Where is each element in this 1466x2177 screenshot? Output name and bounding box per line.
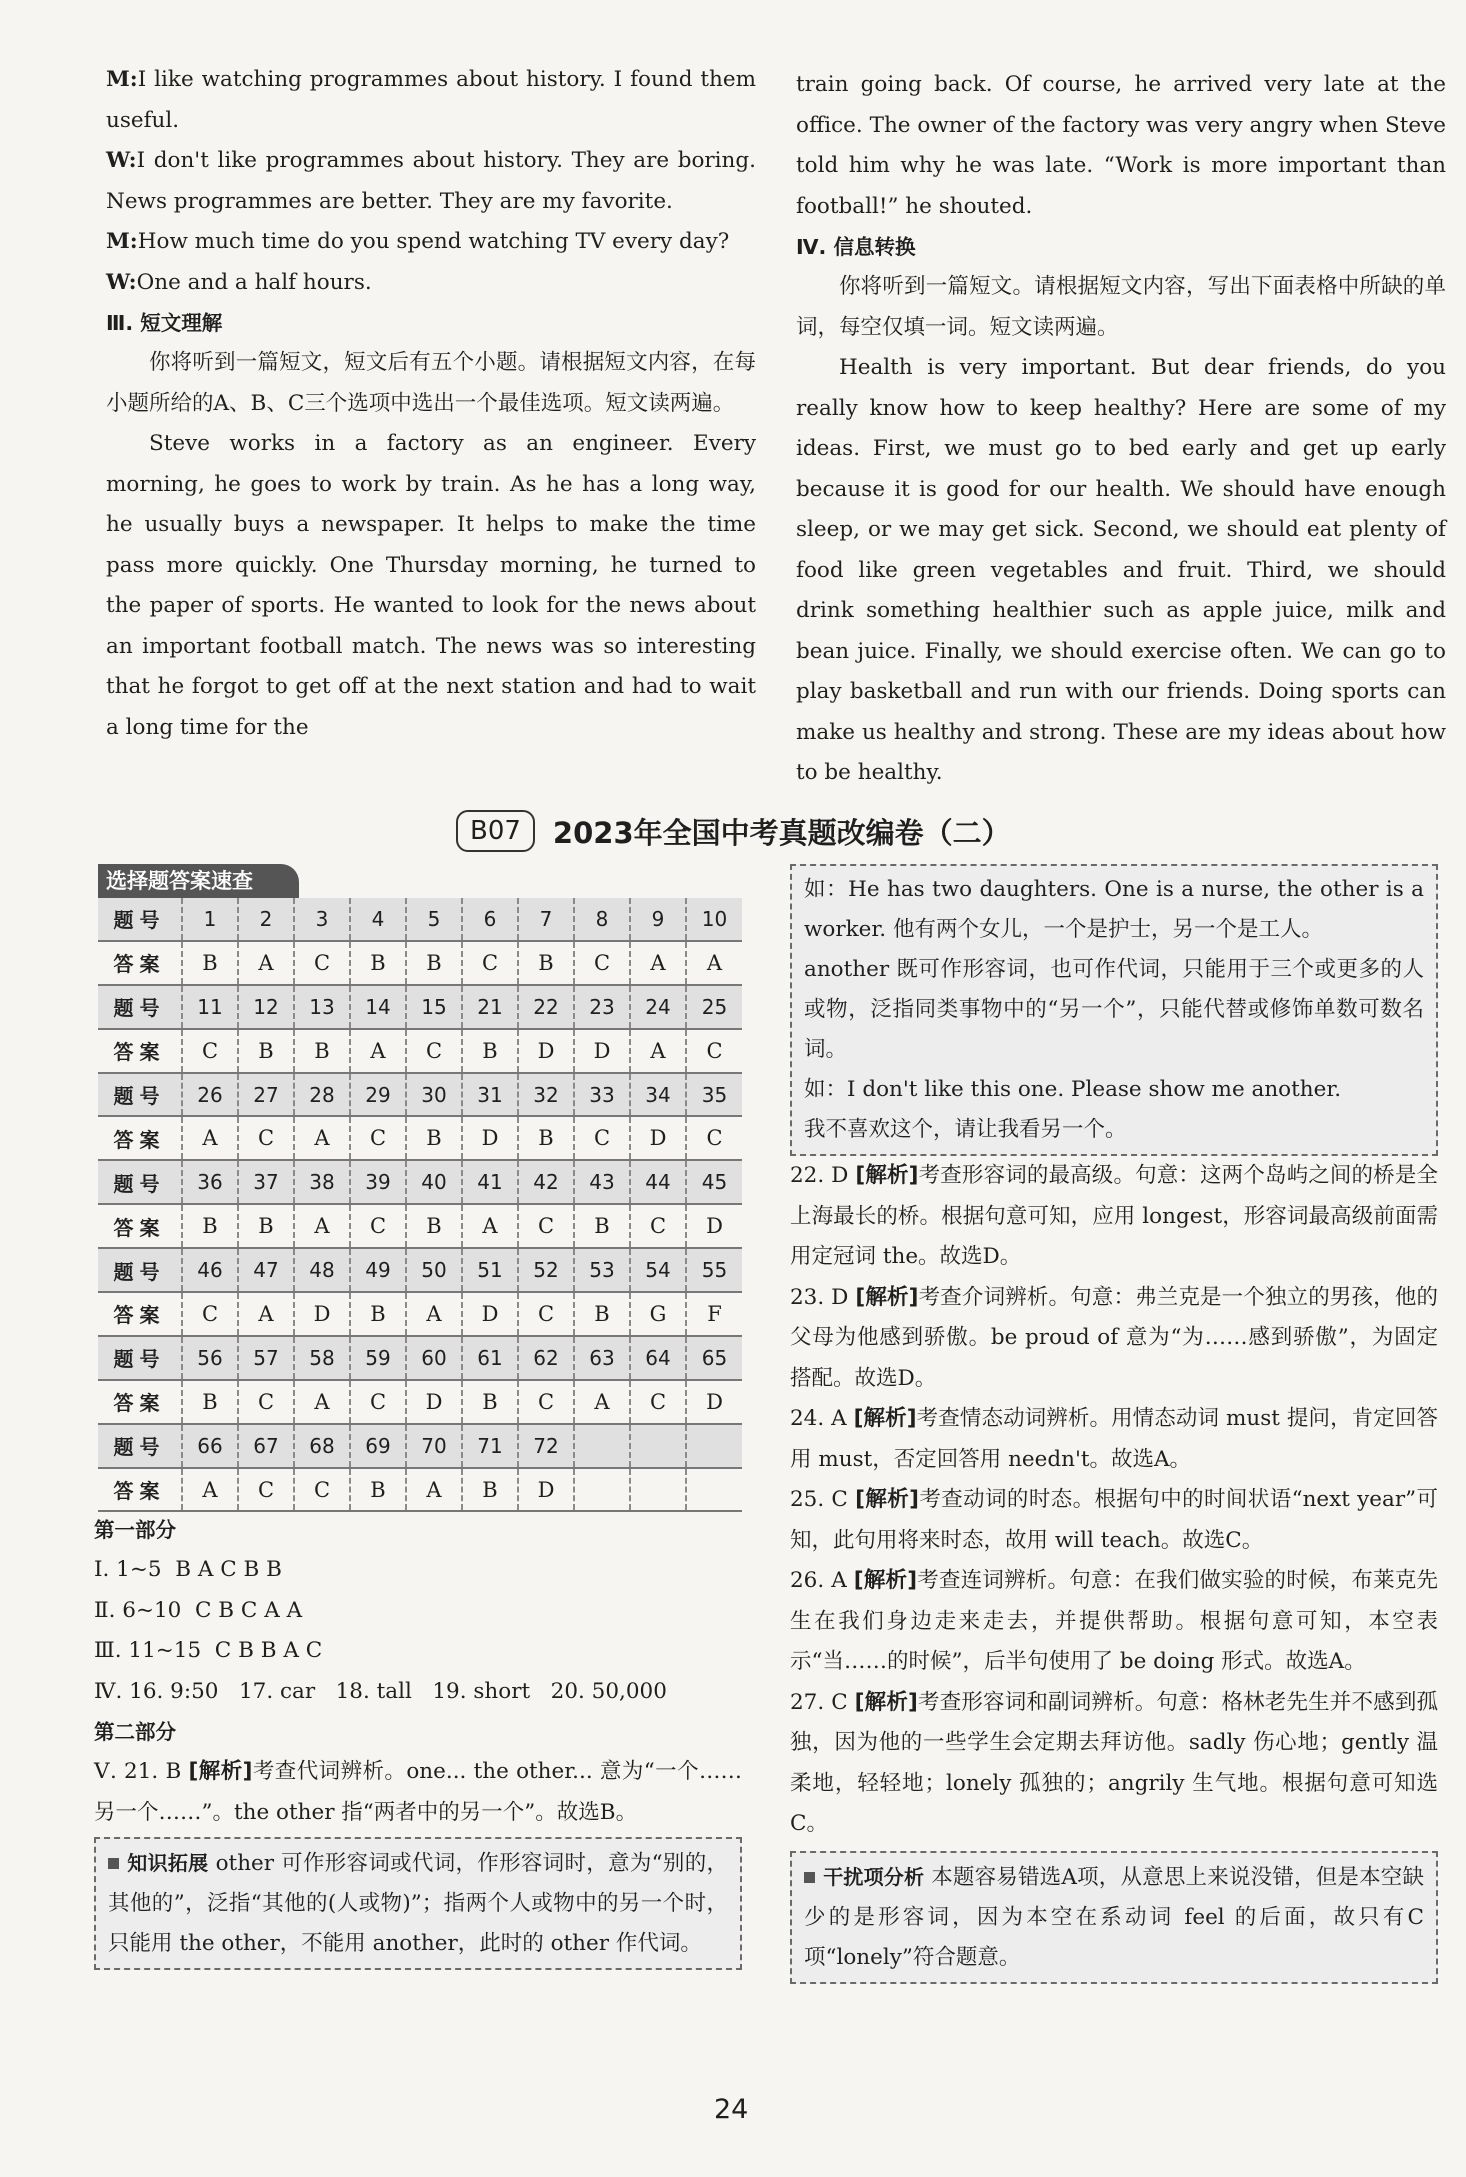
answer-cell: B — [238, 1029, 294, 1073]
answer-explanation: 27. C [解析]考查形容词和副词辨析。句意：格林老先生并不感到孤独，因为他的一些学生会定期去拜访他。sadly 伤心地；gently 温柔地，轻轻地；lonely 孤独的；angrily 生气地。根据句意可知选C。 — [790, 1689, 1438, 1836]
question-number-cell: 11 — [182, 985, 238, 1029]
question-number-cell: 10 — [686, 898, 742, 941]
example-box — [790, 864, 1438, 1156]
answer-line: Ⅱ. 6~10 C B C A A — [94, 1597, 303, 1623]
question-number-cell: 34 — [630, 1073, 686, 1117]
answer-cell: C — [462, 941, 518, 985]
row-header-num: 题号 — [98, 1248, 182, 1292]
answer-cell: C — [294, 1468, 350, 1512]
answer-cell: D — [518, 1029, 574, 1073]
page-header — [456, 806, 1011, 856]
question-number-cell: 38 — [294, 1160, 350, 1204]
question-number-row — [98, 1073, 742, 1117]
answer-cell: A — [294, 1204, 350, 1248]
answer-cell: B — [574, 1204, 630, 1248]
question-number-cell: 39 — [350, 1160, 406, 1204]
answer-cell: D — [406, 1380, 462, 1424]
answer-cell: C — [686, 1029, 742, 1073]
answer-explanation: 23. D [解析]考查介词辨析。句意：弗兰克是一个独立的男孩，他的父母为他感到骄傲。be proud of 意为“为……感到骄傲”，为固定搭配。故选D。 — [790, 1284, 1438, 1391]
answer-cell: A — [406, 1292, 462, 1336]
question-number-cell: 29 — [350, 1073, 406, 1117]
answer-cell: B — [406, 941, 462, 985]
question-number-cell: 44 — [630, 1160, 686, 1204]
answer-cell: C — [630, 1204, 686, 1248]
dialogue-line: M:How much time do you spend watching TV every day? — [106, 229, 730, 254]
answer-cell: C — [350, 1380, 406, 1424]
question-number-cell: 48 — [294, 1248, 350, 1292]
answer-row — [98, 1468, 742, 1512]
answer-cell: C — [238, 1468, 294, 1512]
passage-paragraph: Health is very important. But dear friends, do you really know how to keep healthy? Here are some of my ideas. First, we must go to bed early and get up early because it is good for our health. We should have enough sleep, or we may get sick. Second, we should eat plenty of food like green vegetables and fruit. Third, we should drink something healthier such as apple juice, milk and bean juice. Finally, we should exercise often. We can go to play basketball and run with our friends. Doing sports can make us healthy and strong. These are my ideas about how to be healthy. — [796, 355, 1446, 785]
answer-cell: C — [294, 941, 350, 985]
part2-heading: 第二部分 — [94, 1720, 176, 1744]
answer-table — [98, 898, 742, 1512]
answer-explanation: 26. A [解析]考查连词辨析。句意：在我们做实验的时候，布莱克先生在我们身边走来走去，并提供帮助。根据句意可知，本空表示“当……的时候”，后半句使用了 be doing 形式。故选A。 — [790, 1568, 1438, 1674]
answer-explanation: 25. C [解析]考查动词的时态。根据句中的时间状语“next year”可知，此句用将来时态，故用 will teach。故选C。 — [790, 1487, 1438, 1553]
question-number-cell: 62 — [518, 1336, 574, 1380]
answer-cell: C — [518, 1204, 574, 1248]
question-number-cell: 65 — [686, 1336, 742, 1380]
question-number-row — [98, 1424, 742, 1468]
answer-cell: B — [350, 1292, 406, 1336]
part1-heading: 第一部分 — [94, 1518, 176, 1542]
answer-cell: B — [294, 1029, 350, 1073]
answer-cell: B — [462, 1380, 518, 1424]
question-number-cell: 52 — [518, 1248, 574, 1292]
answer-row — [98, 1292, 742, 1336]
question-number-cell: 26 — [182, 1073, 238, 1117]
question-number-cell: 32 — [518, 1073, 574, 1117]
section-instruction: 你将听到一篇短文。请根据短文内容，写出下面表格中所缺的单词，每空仅填一词。短文读两遍。 — [796, 274, 1446, 340]
question-number-cell: 35 — [686, 1073, 742, 1117]
answer-cell: C — [182, 1292, 238, 1336]
answer-cell: B — [238, 1204, 294, 1248]
row-header-ans: 答案 — [98, 1116, 182, 1160]
question-number-cell: 28 — [294, 1073, 350, 1117]
distractor-label: 干扰项分析 — [823, 1864, 925, 1889]
question-number-cell: 72 — [518, 1424, 574, 1468]
answer-cell: B — [462, 1029, 518, 1073]
question-number-cell: 7 — [518, 898, 574, 941]
answer-line: Ⅲ. 11~15 C B B A C — [94, 1638, 323, 1663]
question-number-row — [98, 1248, 742, 1292]
question-number-cell: 45 — [686, 1160, 742, 1204]
answer-cell: C — [238, 1380, 294, 1424]
answer-explanation: Ⅴ. 21. B [解析]考查代词辨析。one... the other... 意为“一个……另一个……”。the other 指“两者中的另一个”。故选B。 — [94, 1759, 743, 1825]
question-number-cell — [686, 1424, 742, 1468]
answers-left-column — [94, 1510, 742, 1970]
row-header-ans: 答案 — [98, 1380, 182, 1424]
square-bullet-icon — [804, 1872, 815, 1883]
answer-cell: A — [406, 1468, 462, 1512]
question-number-cell: 69 — [350, 1424, 406, 1468]
question-number-cell: 58 — [294, 1336, 350, 1380]
question-number-cell: 23 — [574, 985, 630, 1029]
question-number-cell: 5 — [406, 898, 462, 941]
row-header-ans: 答案 — [98, 1204, 182, 1248]
answer-cell: A — [350, 1029, 406, 1073]
question-number-cell: 42 — [518, 1160, 574, 1204]
answer-cell: A — [182, 1116, 238, 1160]
paper-code-badge: B07 — [456, 810, 535, 852]
box-line: 如：I don't like this one. Please show me another. — [804, 1077, 1342, 1102]
answer-cell: C — [350, 1116, 406, 1160]
question-number-cell: 37 — [238, 1160, 294, 1204]
box-line: another 既可作形容词，也可作代词，只能用于三个或更多的人或物，泛指同类事物中的“另一个”，只能代替或修饰单数可数名词。 — [804, 957, 1424, 1062]
answer-row — [98, 1204, 742, 1248]
question-number-cell: 43 — [574, 1160, 630, 1204]
answer-cell: A — [574, 1380, 630, 1424]
question-number-cell: 54 — [630, 1248, 686, 1292]
question-number-cell: 47 — [238, 1248, 294, 1292]
question-number-cell: 13 — [294, 985, 350, 1029]
question-number-cell: 4 — [350, 898, 406, 941]
row-header-num: 题号 — [98, 1160, 182, 1204]
answer-cell: D — [518, 1468, 574, 1512]
question-number-cell: 15 — [406, 985, 462, 1029]
question-number-row — [98, 898, 742, 941]
answer-cell: D — [294, 1292, 350, 1336]
answer-cell — [686, 1468, 742, 1512]
answer-cell: F — [686, 1292, 742, 1336]
answer-cell: B — [182, 1380, 238, 1424]
answer-cell: C — [350, 1204, 406, 1248]
answer-cell: A — [238, 1292, 294, 1336]
question-number-cell: 71 — [462, 1424, 518, 1468]
question-number-cell: 49 — [350, 1248, 406, 1292]
row-header-num: 题号 — [98, 898, 182, 941]
answer-cell: C — [518, 1380, 574, 1424]
answer-cell: C — [238, 1116, 294, 1160]
knowledge-text: other 可作形容词或代词，作形容词时，意为“别的，其他的”，泛指“其他的(人或物)”；指两个人或物中的另一个时，只能用 the other，不能用 another，此时的 other 作代词。 — [108, 1851, 729, 1956]
answer-cell: C — [574, 941, 630, 985]
question-number-cell: 51 — [462, 1248, 518, 1292]
answer-table-body — [98, 898, 742, 1511]
answer-cell: D — [686, 1204, 742, 1248]
passage-paragraph: train going back. Of course, he arrived very late at the office. The owner of the factory was very angry when Steve told him why he was late. “Work is more important than football!” he shouted. — [796, 72, 1446, 219]
question-number-cell: 12 — [238, 985, 294, 1029]
box-line: 我不喜欢这个，请让我看另一个。 — [804, 1117, 1127, 1142]
question-number-cell: 36 — [182, 1160, 238, 1204]
question-number-cell — [630, 1424, 686, 1468]
top-left-column — [106, 60, 756, 748]
question-number-cell: 56 — [182, 1336, 238, 1380]
question-number-cell: 21 — [462, 985, 518, 1029]
question-number-cell: 40 — [406, 1160, 462, 1204]
answer-cell: B — [462, 1468, 518, 1512]
dialogue-line: W:I don't like programmes about history. They are boring. News programmes are better. They are my favorite. — [106, 148, 756, 214]
row-header-ans: 答案 — [98, 1029, 182, 1073]
row-header-num: 题号 — [98, 1073, 182, 1117]
distractor-text: 本题容易错选A项，从意思上来说没错，但是本空缺少的是形容词，因为本空在系动词 feel 的后面，故只有C项“lonely”符合题意。 — [804, 1864, 1424, 1970]
question-number-cell: 27 — [238, 1073, 294, 1117]
question-number-cell: 6 — [462, 898, 518, 941]
answer-cell: A — [462, 1204, 518, 1248]
question-number-cell: 70 — [406, 1424, 462, 1468]
question-number-cell: 55 — [686, 1248, 742, 1292]
answer-cell: A — [294, 1116, 350, 1160]
row-header-num: 题号 — [98, 985, 182, 1029]
top-right-column — [796, 65, 1446, 794]
answer-cell: B — [350, 941, 406, 985]
question-number-cell: 2 — [238, 898, 294, 941]
question-number-cell: 50 — [406, 1248, 462, 1292]
question-number-cell: 3 — [294, 898, 350, 941]
passage-paragraph: Steve works in a factory as an engineer. Every morning, he goes to work by train. As he has a long way, he usually buys a newspaper. It helps to make the time pass more quickly. One Thursday morning, he turned to the paper of sports. He wanted to look for the news about an important football match. The news was so interesting that he forgot to get off at the next station and had to wait a long time for the — [106, 431, 756, 740]
row-header-ans: 答案 — [98, 1468, 182, 1512]
question-number-cell: 68 — [294, 1424, 350, 1468]
answers-right-column — [790, 864, 1438, 1984]
question-number-cell: 14 — [350, 985, 406, 1029]
knowledge-box — [94, 1837, 742, 1970]
row-header-ans: 答案 — [98, 1292, 182, 1336]
box-line: 如：He has two daughters. One is a nurse, the other is a worker. 他有两个女儿，一个是护士，另一个是工人。 — [804, 877, 1424, 942]
answer-cell — [574, 1468, 630, 1512]
answer-cell: A — [182, 1468, 238, 1512]
answer-cell: B — [350, 1468, 406, 1512]
question-number-cell: 1 — [182, 898, 238, 941]
answer-cell: B — [406, 1116, 462, 1160]
distractor-box — [790, 1851, 1438, 1984]
question-number-cell: 66 — [182, 1424, 238, 1468]
answer-cell: D — [462, 1292, 518, 1336]
question-number-cell: 61 — [462, 1336, 518, 1380]
question-number-cell — [574, 1424, 630, 1468]
page-number: 24 — [714, 2094, 749, 2125]
row-header-num: 题号 — [98, 1424, 182, 1468]
answer-cell: D — [462, 1116, 518, 1160]
answer-cell: C — [574, 1116, 630, 1160]
question-number-cell: 22 — [518, 985, 574, 1029]
answer-cell: B — [574, 1292, 630, 1336]
answer-cell: A — [294, 1380, 350, 1424]
answer-row — [98, 941, 742, 985]
row-header-num: 题号 — [98, 1336, 182, 1380]
answer-cell: D — [574, 1029, 630, 1073]
row-header-ans: 答案 — [98, 941, 182, 985]
answer-cell: G — [630, 1292, 686, 1336]
answer-cell: C — [406, 1029, 462, 1073]
answer-cell: C — [182, 1029, 238, 1073]
answer-cell: B — [182, 1204, 238, 1248]
answer-cell — [630, 1468, 686, 1512]
answer-cell: B — [518, 941, 574, 985]
question-number-row — [98, 1336, 742, 1380]
question-number-cell: 53 — [574, 1248, 630, 1292]
dialogue-line: W:One and a half hours. — [106, 269, 372, 295]
question-number-cell: 64 — [630, 1336, 686, 1380]
answer-cell: B — [406, 1204, 462, 1248]
question-number-cell: 33 — [574, 1073, 630, 1117]
answer-explanation: 24. A [解析]考查情态动词辨析。用情态动词 must 提问，肯定回答用 must，否定回答用 needn't。故选A。 — [790, 1406, 1438, 1472]
question-number-row — [98, 1160, 742, 1204]
answer-cell: B — [182, 941, 238, 985]
question-number-cell: 59 — [350, 1336, 406, 1380]
question-number-cell: 60 — [406, 1336, 462, 1380]
answer-line: Ⅳ. 16. 9:50 17. car 18. tall 19. short 20. 50,000 — [94, 1678, 667, 1704]
answer-cell: A — [686, 941, 742, 985]
answer-cell: A — [238, 941, 294, 985]
question-number-cell: 31 — [462, 1073, 518, 1117]
question-number-cell: 63 — [574, 1336, 630, 1380]
question-number-row — [98, 985, 742, 1029]
answer-cell: C — [686, 1116, 742, 1160]
answer-cell: A — [630, 941, 686, 985]
question-number-cell: 30 — [406, 1073, 462, 1117]
answer-explanation: 22. D [解析]考查形容词的最高级。句意：这两个岛屿之间的桥是全上海最长的桥。根据句意可知，应用 longest，形容词最高级前面需用定冠词 the。故选D。 — [790, 1163, 1438, 1269]
answer-row — [98, 1029, 742, 1073]
answer-cell: B — [518, 1116, 574, 1160]
answer-cell: D — [630, 1116, 686, 1160]
answer-cell: A — [630, 1029, 686, 1073]
answer-row — [98, 1116, 742, 1160]
question-number-cell: 24 — [630, 985, 686, 1029]
answer-line: Ⅰ. 1~5 B A C B B — [94, 1557, 282, 1582]
answer-cell: C — [518, 1292, 574, 1336]
question-number-cell: 8 — [574, 898, 630, 941]
question-number-cell: 67 — [238, 1424, 294, 1468]
knowledge-label: 知识拓展 — [127, 1851, 209, 1875]
question-number-cell: 25 — [686, 985, 742, 1029]
question-number-cell: 9 — [630, 898, 686, 941]
answer-cell: D — [686, 1380, 742, 1424]
section-heading: Ⅳ. 信息转换 — [796, 235, 916, 259]
section-instruction: 你将听到一篇短文，短文后有五个小题。请根据短文内容，在每小题所给的A、B、C三个选项中选出一个最佳选项。短文读两遍。 — [106, 350, 756, 416]
answer-row — [98, 1380, 742, 1424]
question-number-cell: 41 — [462, 1160, 518, 1204]
answer-table-label: 选择题答案速查 — [98, 864, 299, 898]
section-heading: Ⅲ. 短文理解 — [106, 311, 223, 335]
question-number-cell: 46 — [182, 1248, 238, 1292]
square-bullet-icon — [108, 1858, 119, 1869]
question-number-cell: 57 — [238, 1336, 294, 1380]
answer-cell: C — [630, 1380, 686, 1424]
page-title: 2023年全国中考真题改编卷（二） — [552, 815, 1011, 850]
dialogue-line: M:I like watching programmes about history. I found them useful. — [106, 67, 756, 133]
